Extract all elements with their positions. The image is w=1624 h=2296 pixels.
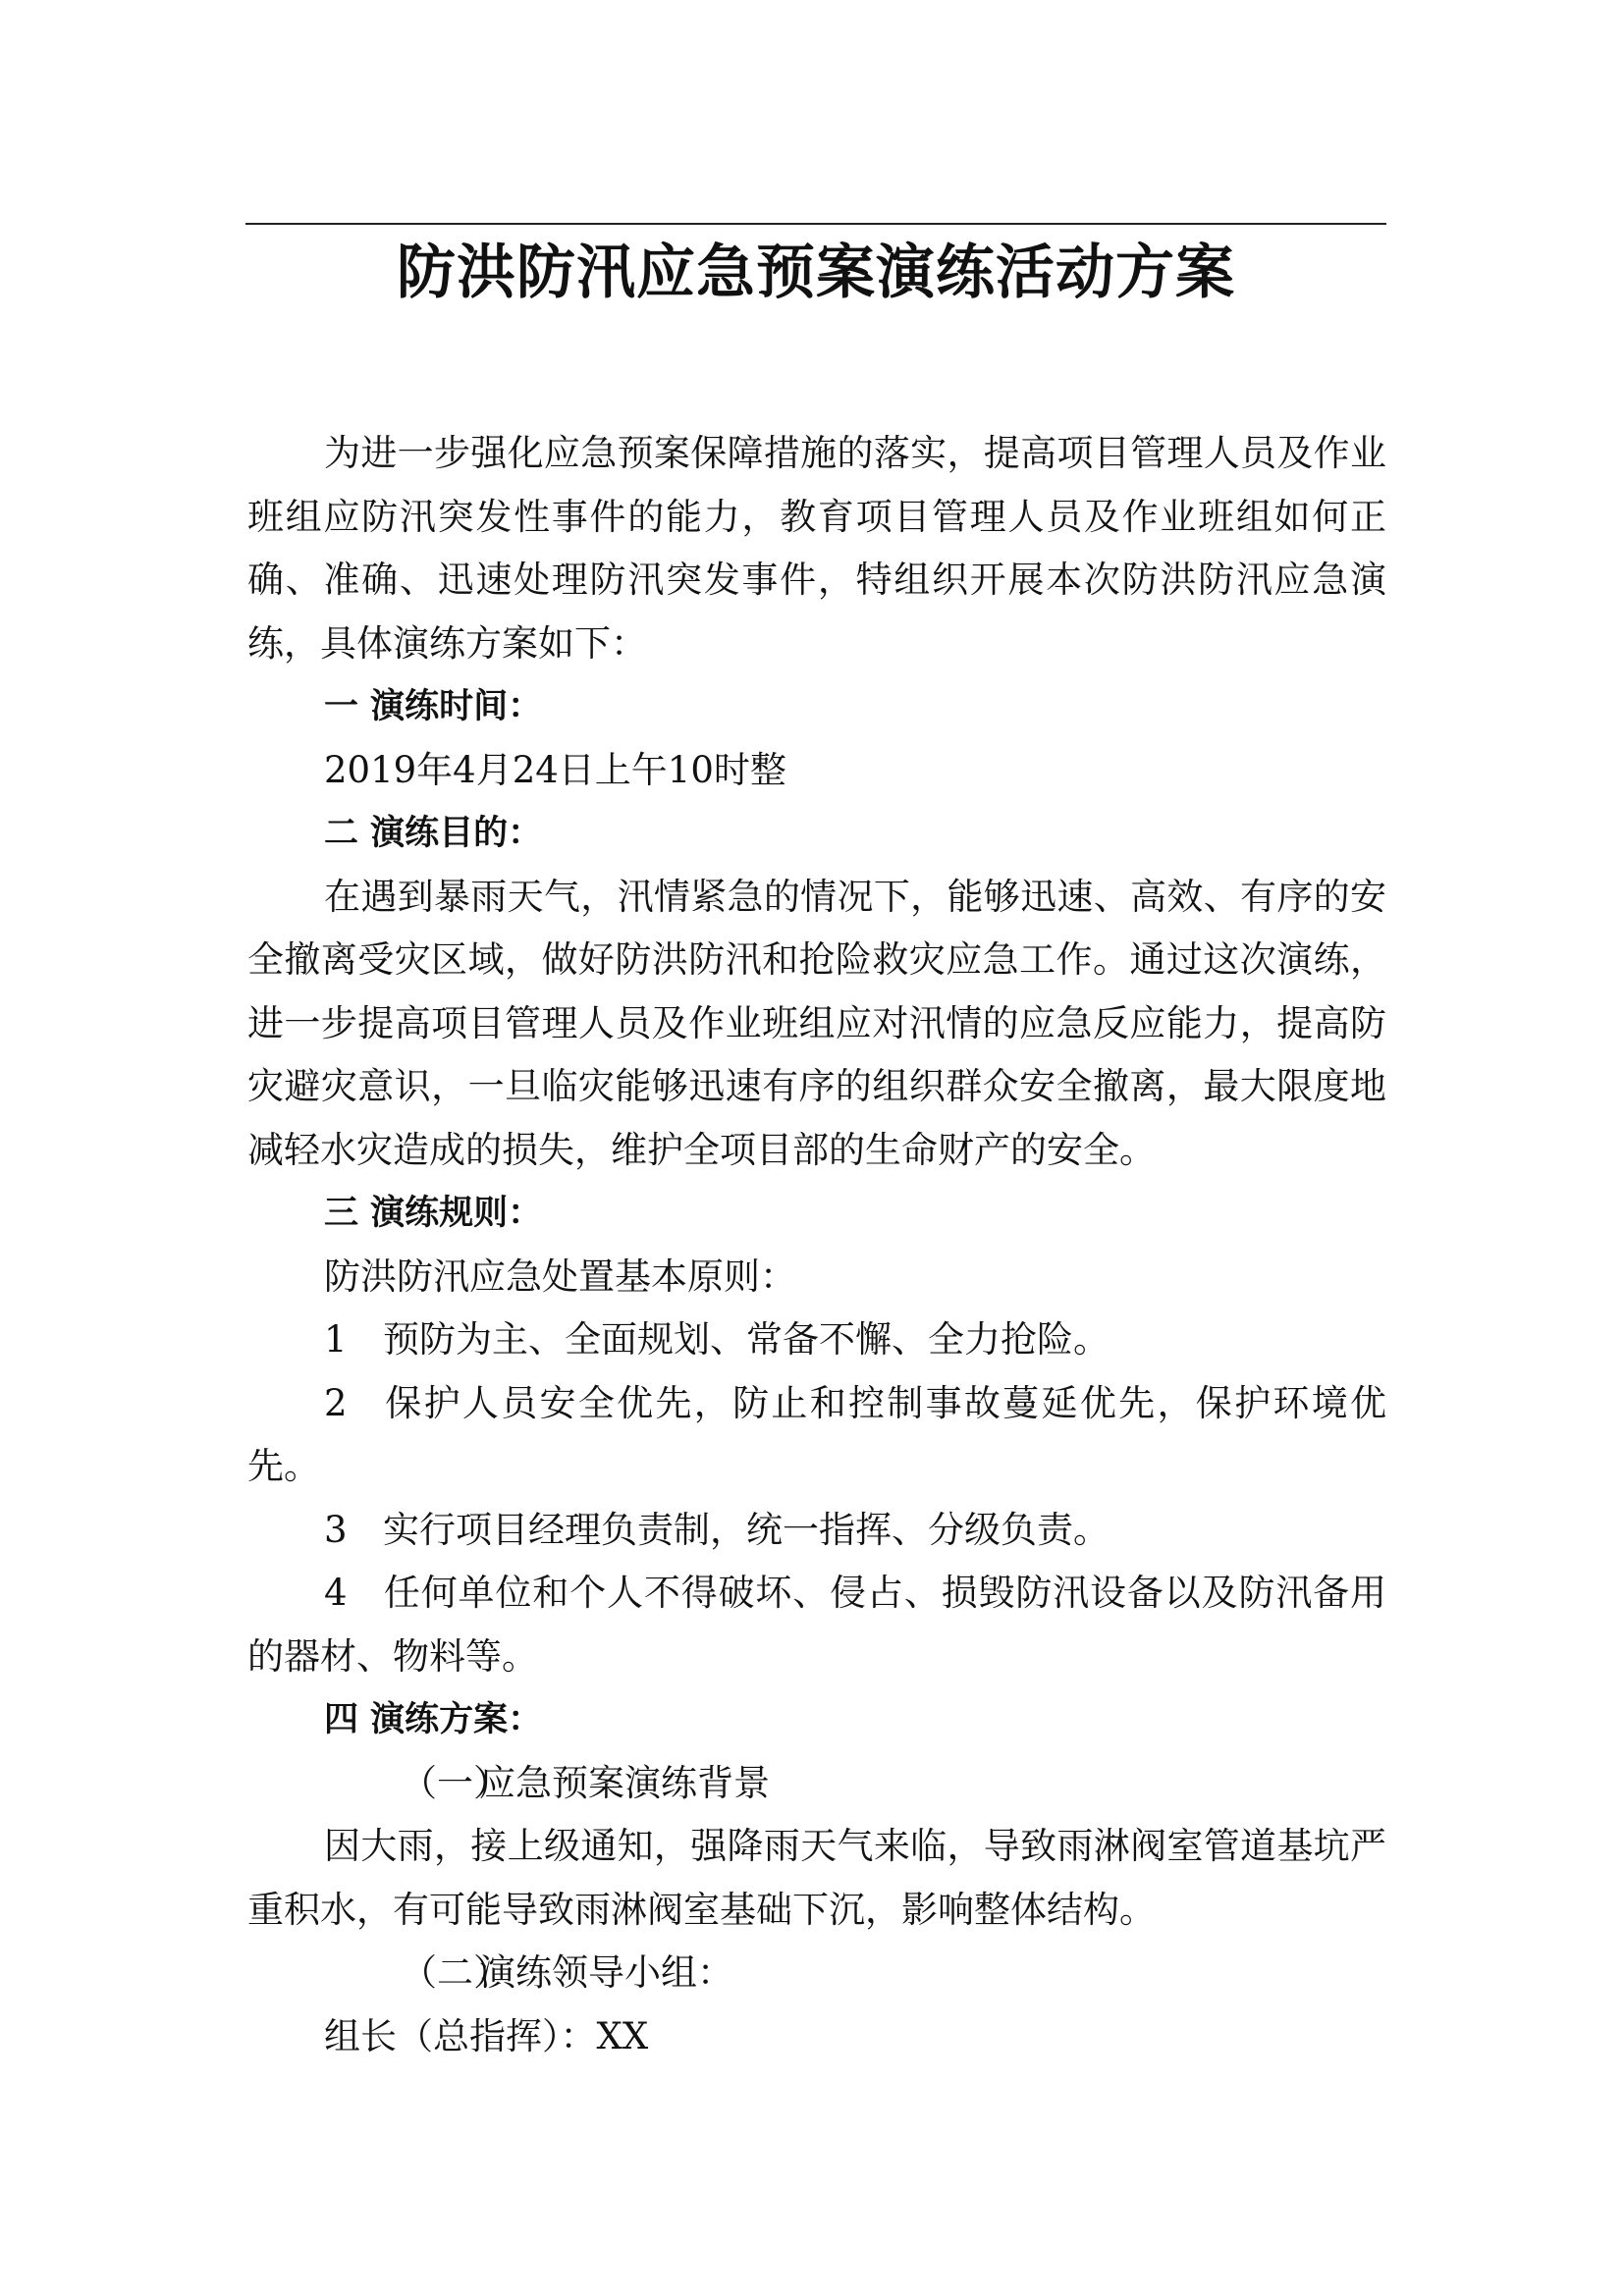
rule-number: 2 (324, 1381, 348, 1424)
intro-paragraph: 为进一步强化应急预案保障措施的落实，提高项目管理人员及作业班组应防汛突发性事件的能力，教育项目管理人员及作业班组如何正确、准确、迅速处理防汛突发事件，特组织开展本次防洪防汛应急演练，具体演练方案如下： (247, 432, 1386, 665)
rule-item (247, 1308, 1386, 1372)
subsection-leadership (247, 1942, 1386, 2005)
subsection-title: 应急预案演练背景 (479, 1761, 770, 1804)
group-leader: 组长（总指挥）：XX (324, 2014, 649, 2057)
rules-lead: 防洪防汛应急处置基本原则： (324, 1255, 796, 1298)
rule-text: 预防为主、全面规划、常备不懈、全力抢险。 (383, 1318, 1110, 1361)
rule-item (247, 1562, 1386, 1688)
header-rule (245, 223, 1386, 225)
rule-item (247, 1499, 1386, 1563)
rule-text: 实行项目经理负责制，统一指挥、分级负责。 (383, 1508, 1110, 1551)
subsection-label: （二） (401, 1951, 510, 1994)
purpose-paragraph: 在遇到暴雨天气，汛情紧急的情况下，能够迅速、高效、有序的安全撤离受灾区域，做好防洪防汛和抢险救灾应急工作。通过这次演练，进一步提高项目管理人员及作业班组应对汛情的应急反应能力，提高防灾避灾意识，一旦临灾能够迅速有序的组织群众安全撤离，最大限度地减轻水灾造成的损失，维护全项目部的生命财产的安全。 (247, 875, 1386, 1171)
rule-text: 任何单位和个人不得破坏、侵占、损毁防汛设备以及防汛备用的器材、物料等。 (247, 1572, 1386, 1678)
document-title: 防洪防汛应急预案演练活动方案 (397, 239, 1235, 307)
rule-number: 3 (324, 1508, 348, 1551)
document-body (247, 422, 1386, 2068)
drill-time: 2019年4月24日上午10时整 (324, 748, 786, 791)
rule-number: 1 (324, 1318, 348, 1361)
section-heading-purpose: 二 演练目的： (324, 814, 543, 853)
subsection-background (247, 1752, 1386, 1816)
rule-text: 保护人员安全优先，防止和控制事故蔓延优先，保护环境优先。 (247, 1381, 1386, 1487)
section-heading-time: 一 演练时间： (324, 687, 543, 726)
background-paragraph: 因大雨，接上级通知，强降雨天气来临，导致雨淋阀室管道基坑严重积水，有可能导致雨淋阀室基础下沉，影响整体结构。 (247, 1825, 1386, 1931)
subsection-title: 演练领导小组： (479, 1951, 733, 1994)
section-heading-rules: 三 演练规则： (324, 1194, 543, 1233)
subsection-label: （一） (401, 1761, 510, 1804)
rule-number: 4 (324, 1572, 348, 1614)
section-heading-plan: 四 演练方案： (324, 1700, 543, 1739)
rule-item (247, 1372, 1386, 1499)
